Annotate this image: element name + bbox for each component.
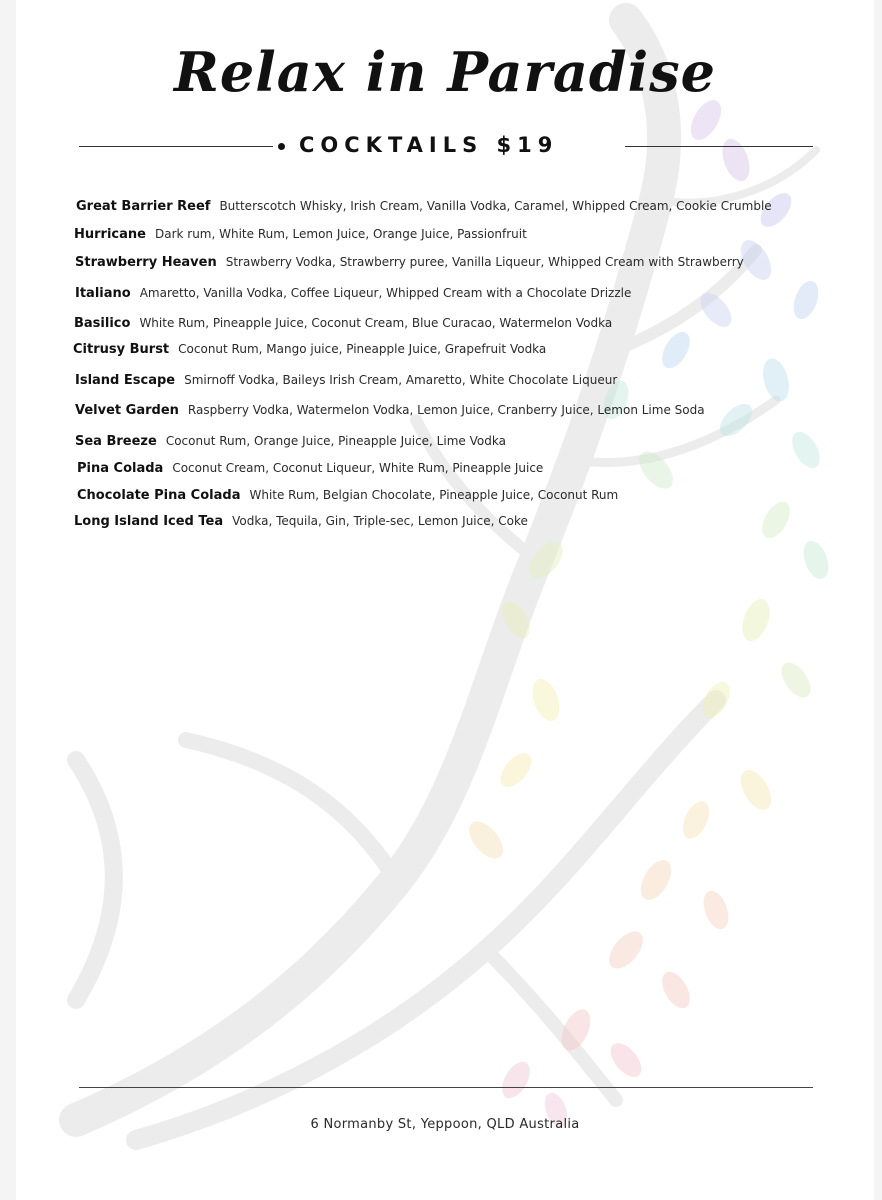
footer-divider (79, 1087, 813, 1088)
menu-item (77, 461, 543, 476)
menu-item-description: Butterscotch Whisky, Irish Cream, Vanilla Vodka, Caramel, Whipped Cream, Cookie Crumble (219, 199, 772, 213)
menu-item (73, 342, 546, 357)
menu-item-name: Island Escape (75, 373, 176, 388)
menu-item-name: Great Barrier Reef (76, 199, 211, 214)
menu-item-description: Smirnoff Vodka, Baileys Irish Cream, Amaretto, White Chocolate Liqueur (184, 373, 618, 387)
menu-item (74, 514, 528, 529)
watercolor-tree-icon (16, 0, 874, 1200)
menu-item-name: Hurricane (74, 227, 146, 242)
menu-item (75, 255, 744, 270)
menu-item-name: Velvet Garden (75, 403, 179, 418)
divider-left (79, 146, 273, 147)
menu-item (77, 488, 618, 503)
menu-item-name: Chocolate Pina Colada (77, 488, 241, 503)
menu-item-description: Dark rum, White Rum, Lemon Juice, Orange Juice, Passionfruit (154, 227, 527, 241)
menu-item (75, 403, 705, 418)
menu-item-description: Raspberry Vodka, Watermelon Vodka, Lemon Juice, Cranberry Juice, Lemon Lime Soda (187, 403, 705, 417)
menu-item-description: Coconut Rum, Orange Juice, Pineapple Juice, Lime Vodka (165, 434, 506, 448)
menu-item-description: Vodka, Tequila, Gin, Triple-sec, Lemon Juice, Coke (232, 514, 528, 528)
section-header (16, 132, 874, 162)
menu-item-description: White Rum, Belgian Chocolate, Pineapple Juice, Coconut Rum (249, 488, 619, 502)
menu-item-name: Pina Colada (77, 461, 164, 476)
menu-item (74, 227, 527, 242)
menu-item-name: Long Island Iced Tea (74, 514, 224, 529)
menu-item-name: Strawberry Heaven (75, 255, 217, 270)
menu-item (76, 199, 772, 214)
menu-item-name: Basilico (74, 316, 131, 331)
menu-item-description: Strawberry Vodka, Strawberry puree, Vanilla Liqueur, Whipped Cream with Strawberry (225, 255, 744, 269)
menu-item-name: Sea Breeze (75, 434, 157, 449)
menu-item (75, 434, 506, 449)
menu-item-description: Amaretto, Vanilla Vodka, Coffee Liqueur, Whipped Cream with a Chocolate Drizzle (139, 286, 632, 300)
bullet-icon (278, 143, 285, 150)
footer-address: 6 Normanby St, Yeppoon, QLD Australia (310, 1117, 580, 1132)
section-title: COCKTAILS $19 (299, 133, 559, 157)
menu-item-name: Italiano (75, 286, 131, 301)
menu-item-description: White Rum, Pineapple Juice, Coconut Cream, Blue Curacao, Watermelon Vodka (139, 316, 613, 330)
menu-item-description: Coconut Cream, Coconut Liqueur, White Rum, Pineapple Juice (172, 461, 544, 475)
menu-item (75, 373, 617, 388)
menu-item-description: Coconut Rum, Mango juice, Pineapple Juice, Grapefruit Vodka (178, 342, 547, 356)
menu-item-name: Citrusy Burst (73, 342, 170, 357)
menu-page (16, 0, 874, 1200)
page-title: Relax in Paradise (174, 40, 716, 104)
menu-item (74, 316, 612, 331)
menu-item (75, 286, 631, 301)
divider-right (625, 146, 813, 147)
